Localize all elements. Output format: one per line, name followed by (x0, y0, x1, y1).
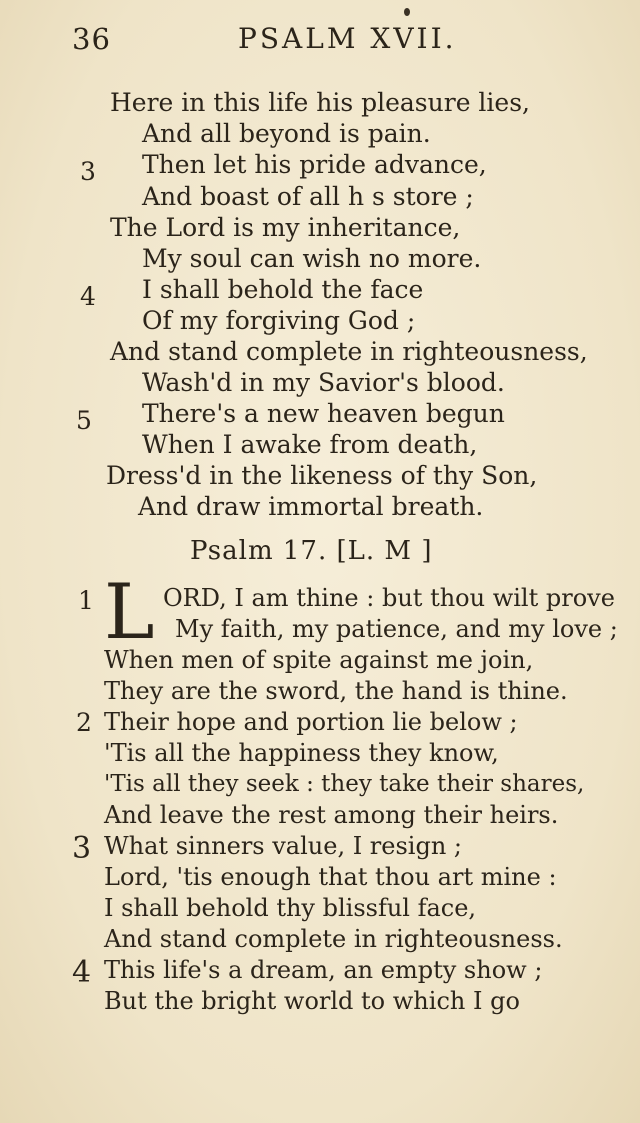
hymn-line: This life's a dream, an empty show ; (104, 956, 543, 984)
verse-number: 4 (80, 282, 96, 311)
verse-number: 3 (72, 831, 92, 866)
hymn-line: My faith, my patience, and my love ; (175, 615, 618, 643)
hymn-line: When men of spite against me join, (104, 646, 534, 674)
hymn-line: And leave the rest among their heirs. (104, 801, 559, 829)
hymn-line: Lord, 'tis enough that thou art mine : (104, 863, 557, 891)
hymn-line: 'Tis all the happiness they know, (104, 739, 499, 767)
hymn-line: ORD, I am thine : but thou wilt prove (163, 584, 615, 612)
hymn-line: 'Tis all they seek : they take their shares, (104, 771, 585, 797)
verse-number: 4 (72, 955, 92, 990)
running-head: PSALM XVII. (238, 22, 457, 55)
hymn-line: Their hope and portion lie below ; (104, 708, 518, 736)
hymn-line: When I awake from death, (142, 430, 478, 459)
hymn-line: And all beyond is pain. (142, 119, 431, 148)
hymn-line: They are the sword, the hand is thine. (104, 677, 568, 705)
hymn-line: There's a new heaven begun (142, 399, 505, 428)
hymn-line: What sinners value, I resign ; (104, 832, 463, 860)
verse-number: 5 (76, 406, 92, 435)
hymn-line: And stand complete in righteousness. (104, 925, 563, 953)
hymn-line: And draw immortal breath. (138, 492, 484, 521)
hymn-line: And boast of all h s store ; (142, 182, 474, 211)
hymn-line: Dress'd in the likeness of thy Son, (106, 461, 538, 490)
verse-number: 1 (78, 586, 94, 615)
hymn-line: Of my forgiving God ; (142, 306, 416, 335)
hymn-line: And stand complete in righteousness, (110, 337, 588, 366)
psalm-heading: Psalm 17. [L. M ] (190, 536, 433, 566)
hymn-line: I shall behold thy blissful face, (104, 894, 477, 922)
drop-cap: L (104, 567, 155, 656)
hymn-line: The Lord is my inheritance, (110, 213, 461, 242)
hymn-line: But the bright world to which I go (104, 987, 520, 1015)
hymn-line: Then let his pride advance, (142, 150, 487, 179)
hymn-line: My soul can wish no more. (142, 244, 482, 273)
hymn-line: I shall behold the face (142, 275, 424, 304)
verse-number: 2 (76, 708, 92, 737)
verse-number: 3 (80, 157, 96, 186)
hymn-line: Wash'd in my Savior's blood. (142, 368, 505, 397)
hymn-line: Here in this life his pleasure lies, (110, 88, 530, 117)
ink-speck (404, 8, 410, 16)
page-number: 36 (72, 22, 111, 56)
